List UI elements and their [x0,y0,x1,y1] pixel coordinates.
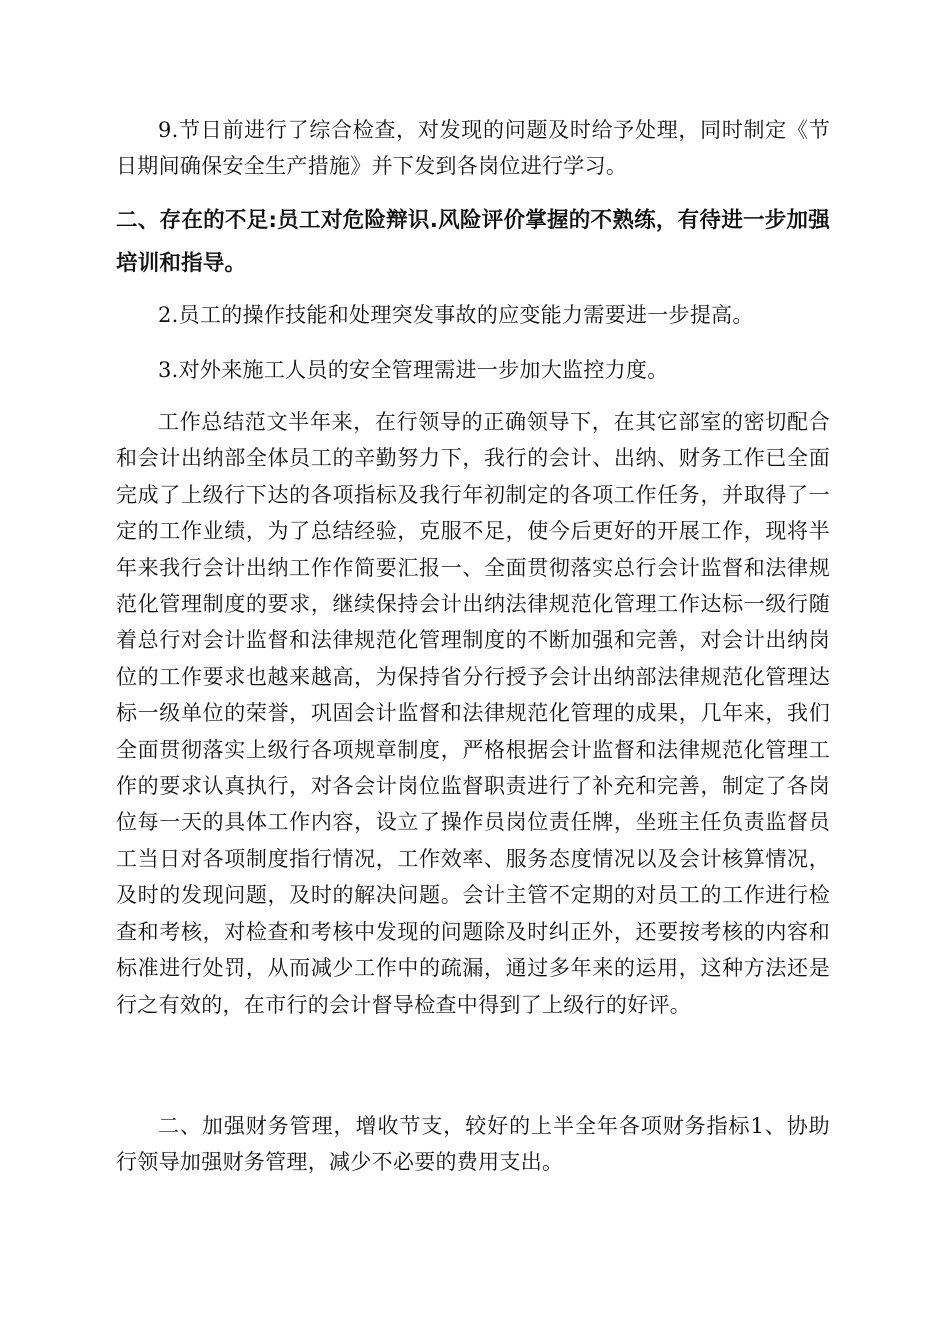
paragraph-operation-skills: 2.员工的操作技能和处理突发事故的应变能力需要进一步提高。 [158,303,754,327]
paragraph-work-summary: 工作总结范文半年来，在行领导的正确领导下，在其它部室的密切配合和会计出纳部全体员工的辛勤努力下，我行的会计、出纳、财务工作已全面完成了上级行下达的各项指标及我行年初制定的各项工作任务，并取得了一定的工作业绩，为了总结经验，克服不足，使今后更好的开展工作，现将半年来我行会计出纳工作作简要汇报一、全面贯彻落实总行会计监督和法律规范化管理制度的要求，继续保持会计出纳法律规范化管理工作达标一级行随着总行对会计监督和法律规范化管理制度的不断加强和完善，对会计出纳岗位的工作要求也越来越高，为保持省分行授予会计出纳部法律规范化管理达标一级单位的荣誉，巩固会计监督和法律规范化管理的成果，几年来，我们全面贯彻落实上级行各项规章制度，严格根据会计监督和法律规范化管理工作的要求认真执行，对各会计岗位监督职责进行了补充和完善，制定了各岗位每一天的具体工作内容，设立了操作员岗位责任牌，坐班主任负责监督员工当日对各项制度指行情况，工作效率、服务态度情况以及会计核算情况，及时的发现问题，及时的解决问题。会计主管不定期的对员工的工作进行检查和考核，对检查和考核中发现的问题除及时纠正外，还要按考核的内容和标准进行处罚，从而减少工作中的疏漏，通过多年来的运用，这种方法还是行之有效的，在市行的会计督导检查中得到了上级行的好评。 [116,410,830,1017]
section-heading-shortcomings: 二、存在的不足:员工对危险辩识.风险评价掌握的不熟练，有待进一步加强培训和指导。 [116,208,830,276]
paragraph-financial-management: 二、加强财务管理，增收节支，较好的上半全年各项财务指标1、协助行领导加强财务管理，减少不必要的费用支出。 [116,1114,830,1175]
paragraph-holiday-inspection: 9.节日前进行了综合检查，对发现的问题及时给予处理，同时制定《节日期间确保安全生产措施》并下发到各岗位进行学习。 [116,118,830,179]
paragraph-contractor-safety: 3.对外来施工人员的安全管理需进一步加大监控力度。 [158,358,669,382]
